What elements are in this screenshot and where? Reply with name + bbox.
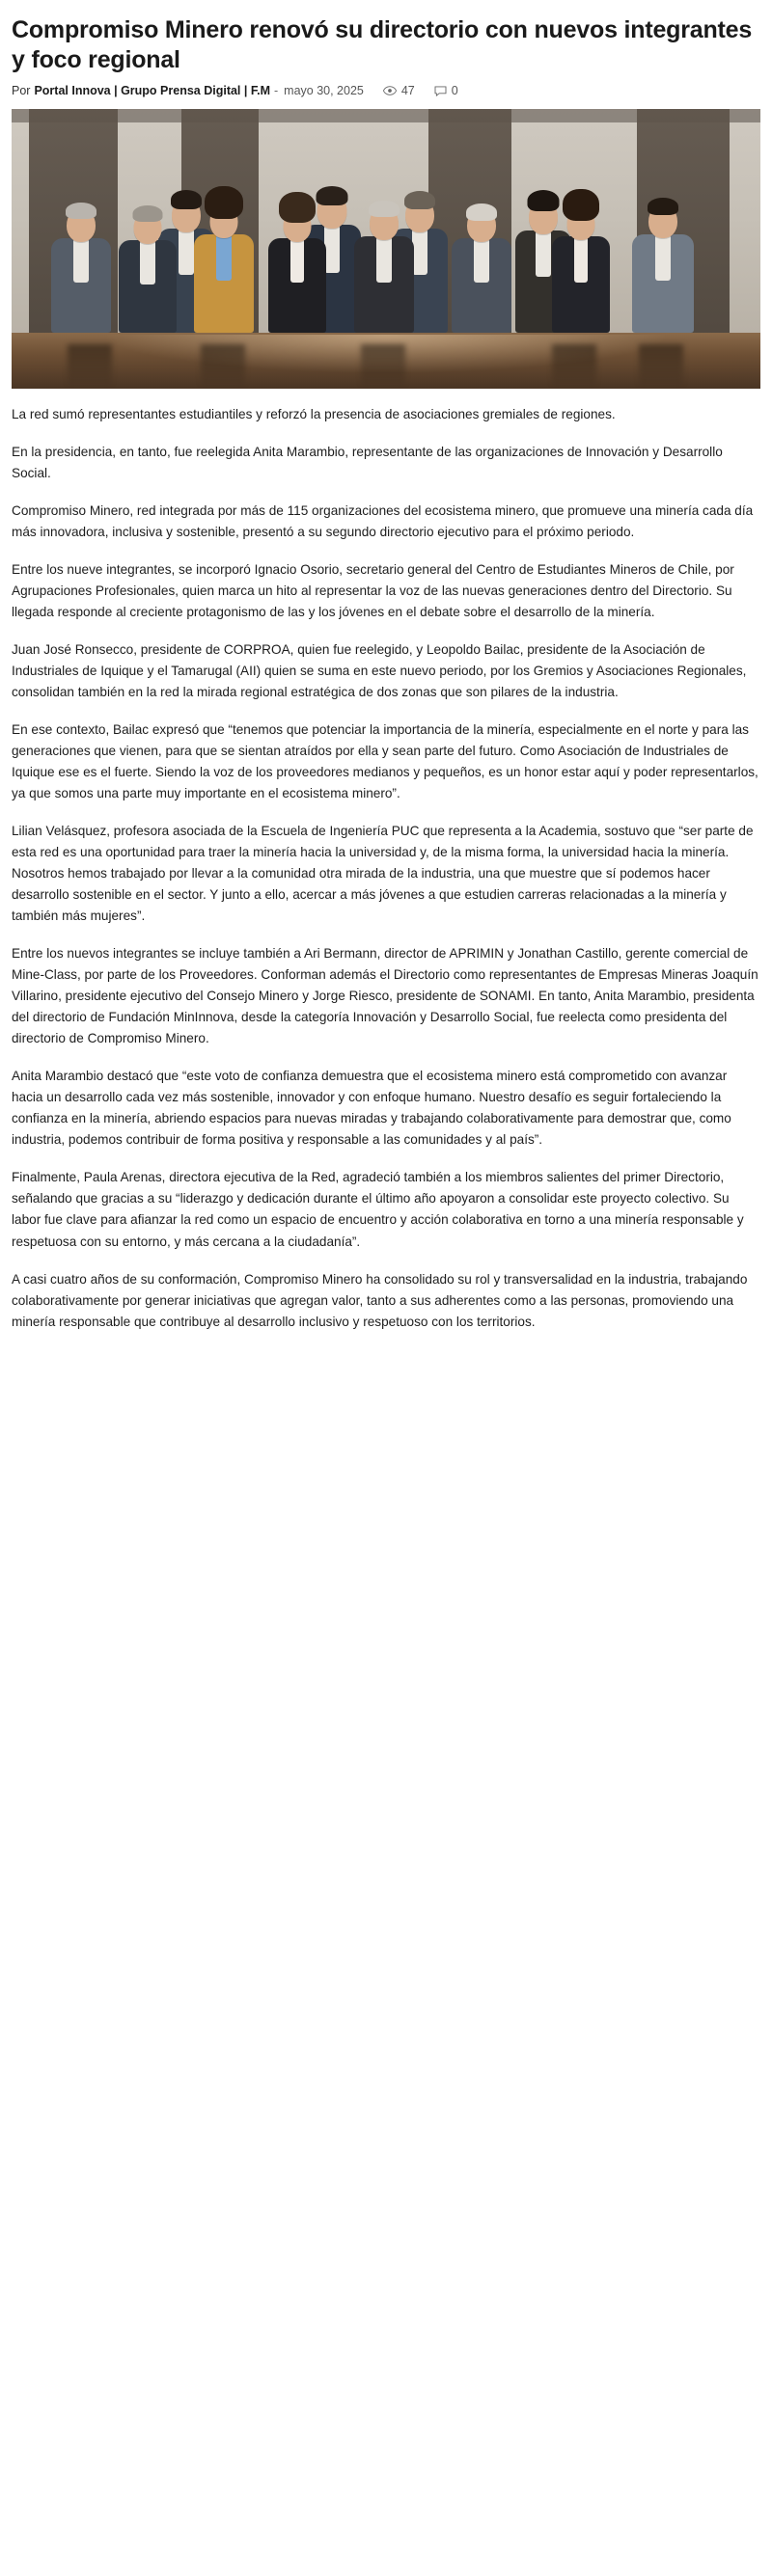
- article-paragraph: La red sumó representantes estudiantiles y reforzó la presencia de asociaciones gremiales de regiones.: [12, 407, 616, 421]
- photo-person: [264, 202, 330, 333]
- eye-icon: [383, 86, 397, 95]
- article-paragraph: Lilian Velásquez, profesora asociada de la Escuela de Ingeniería PUC que representa a la Academia, sostuvo que “ser parte de esta red es una oportunidad para traer la minería hacia la universidad y, de la misma forma, la universidad hacia la minería. Nosotros hemos trabajado por llevar a la comunidad otra mirada de la industria, una que muestre que sí podemos hacer desarrollo sostenible en el sector. Y junto a ello, acercar a más jóvenes a que estudien carreras relacionadas a la minería y también más mujeres”.: [12, 824, 754, 924]
- byline-prefix: Por: [12, 84, 31, 97]
- meta-separator: -: [273, 84, 279, 97]
- photo-reflection: [361, 344, 405, 389]
- views-stat: [383, 84, 415, 97]
- page-title: Compromiso Minero renovó su directorio con nuevos integrantes y foco regional: [12, 16, 753, 73]
- article-paragraph: Compromiso Minero, red integrada por más de 115 organizaciones del ecosistema minero, que promueve una minería cada día más innovadora, inclusiva y sostenible, presentó a su segundo directorio ejecutivo para el próximo periodo.: [12, 503, 754, 540]
- photo-person: [191, 198, 257, 333]
- photo-person: [548, 200, 614, 333]
- photo-reflection: [68, 344, 112, 389]
- article-body: [12, 404, 760, 1333]
- article-meta: [12, 84, 760, 97]
- author-link[interactable]: Portal Innova | Grupo Prensa Digital | F.M: [34, 84, 270, 97]
- photo-reflection: [201, 344, 245, 389]
- photo-reflection: [639, 344, 683, 389]
- article-paragraph: En ese contexto, Bailac expresó que “tenemos que potenciar la importancia de la minería, especialmente en el norte y para las generaciones que vienen, para que se sientan atraídos por ella y sean parte del futuro. Como Asociación de Industriales de Iquique ese es el fuerte. Siendo la voz de los proveedores medianos y pequeños, es un honor estar aquí y poder representarlos, ya que somos una parte muy importante en el ecosistema minero”.: [12, 722, 758, 801]
- article-paragraph: Finalmente, Paula Arenas, directora ejecutiva de la Red, agradeció también a los miembros salientes del primer Directorio, señalando que gracias a su “liderazgo y dedicación durante el último año apoyaron a consolidar este proyecto colectivo. Su labor fue clave para afianzar la red como un espacio de encuentro y acción colaborativa en torno a una minería responsable y respetuosa con su entorno, y más cercana a la ciudadanía”.: [12, 1170, 744, 1249]
- article-paragraph: A casi cuatro años de su conformación, Compromiso Minero ha consolidado su rol y transversalidad en la industria, trabajando colaborativamente por generar iniciativas que agregan valor, tanto a sus adherentes como a las personas, promoviendo una minería responsable que contribuye al desarrollo inclusivo y respetuoso con los territorios.: [12, 1271, 748, 1329]
- hero-image: [12, 109, 760, 389]
- photo-person: [629, 198, 697, 333]
- photo-person: [351, 200, 417, 333]
- photo-reflection: [552, 344, 596, 389]
- comments-stat: [434, 84, 458, 97]
- article-paragraph: Juan José Ronsecco, presidente de CORPROA, quien fue reelegido, y Leopoldo Bailac, presidente de la Asociación de Industriales de Iquique y el Tamarugal (AII) quien se suma en este nuevo periodo, por los Gremios y Asociaciones Regionales, consolidan también en la red la mirada regional estratégica de dos zonas que son pilares de la industria.: [12, 642, 747, 700]
- publish-date: mayo 30, 2025: [284, 84, 364, 97]
- comments-count: 0: [451, 84, 458, 97]
- photo-person: [116, 205, 179, 333]
- article-paragraph: Entre los nuevos integrantes se incluye también a Ari Bermann, director de APRIMIN y Jonathan Castillo, gerente comercial de Mine-Class, por parte de los Proveedores. Conforman además el Directorio como representantes de Empresas Mineras Joaquín Villarino, presidente ejecutivo del Consejo Minero y Jorge Riesco, presidente de SONAMI. En tanto, Anita Marambio, presidenta del directorio de Fundación MinInnova, desde la categoría Innovación y Desarrollo Social, fue reelecta como presidenta del directorio de Compromiso Minero.: [12, 946, 758, 1046]
- article-paragraph: En la presidencia, en tanto, fue reelegida Anita Marambio, representante de las organizaciones de Innovación y Desarrollo Social.: [12, 445, 723, 481]
- article-paragraph: Entre los nueve integrantes, se incorporó Ignacio Osorio, secretario general del Centro de Estudiantes Mineros de Chile, por Agrupaciones Profesionales, quien marca un hito al representar la voz de las nuevas generaciones dentro del Directorio. Su llegada responde al creciente protagonismo de las y los jóvenes en el debate sobre el desarrollo de la minería.: [12, 562, 734, 620]
- article-paragraph: Anita Marambio destacó que “este voto de confianza demuestra que el ecosistema minero está comprometido con avanzar hacia un desarrollo cada vez más sostenible, innovador y con enfoque humano. Nuestro desafío es seguir fortaleciendo la confianza en la minería, abriendo espacios para nuevas miradas y trabajando colaborativamente para demostrar que, como industria, podemos contribuir de forma positiva y responsable a las comunidades y al país”.: [12, 1069, 731, 1148]
- views-count: 47: [400, 84, 415, 97]
- photo-person: [48, 202, 114, 333]
- photo-person: [448, 202, 515, 333]
- comment-icon: [434, 86, 447, 96]
